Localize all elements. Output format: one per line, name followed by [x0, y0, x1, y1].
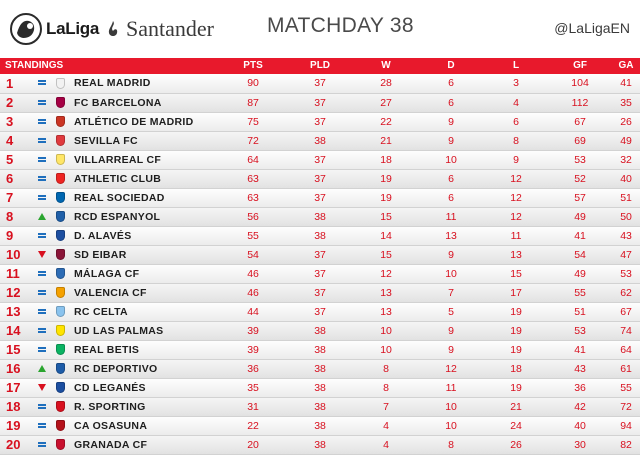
athletic-club-crest-icon: [56, 173, 65, 184]
position: 20: [0, 435, 38, 454]
table-row: [0, 264, 640, 283]
alaves-crest-icon: [56, 230, 65, 241]
points: 39: [220, 321, 286, 340]
team-name: RCD ESPANYOL: [74, 207, 220, 226]
team-name: MÁLAGA CF: [74, 264, 220, 283]
position: 14: [0, 321, 38, 340]
table-row: [0, 283, 640, 302]
header: [0, 0, 640, 58]
matchday-title: MATCHDAY 38: [267, 14, 414, 37]
draws: 6: [418, 188, 484, 207]
brand-santander: Santander: [126, 16, 214, 41]
table-row: [0, 112, 640, 131]
table-header-row: [0, 58, 640, 74]
points: 31: [220, 397, 286, 416]
trend-same-icon: [38, 175, 46, 182]
draws: 6: [418, 169, 484, 188]
brand-laliga: LaLiga: [46, 19, 99, 38]
wins: 27: [354, 93, 418, 112]
position: 16: [0, 359, 38, 378]
team-name: REAL SOCIEDAD: [74, 188, 220, 207]
trend-down-icon: [38, 384, 46, 391]
goals-against: 82: [612, 435, 640, 454]
points: 63: [220, 188, 286, 207]
trend-same-icon: [38, 156, 46, 163]
trend-same-icon: [38, 308, 46, 315]
table-row: [0, 131, 640, 150]
losses: 3: [484, 74, 548, 93]
team-name: RC CELTA: [74, 302, 220, 321]
played: 38: [286, 397, 354, 416]
table-row: [0, 340, 640, 359]
position: 19: [0, 416, 38, 435]
team-name: UD LAS PALMAS: [74, 321, 220, 340]
table-row: [0, 169, 640, 188]
points: 35: [220, 378, 286, 397]
goals-for: 49: [548, 207, 612, 226]
played: 37: [286, 302, 354, 321]
played: 37: [286, 112, 354, 131]
atletico-madrid-crest-icon: [56, 116, 65, 127]
goals-against: 32: [612, 150, 640, 169]
points: 44: [220, 302, 286, 321]
team-name: ATLÉTICO DE MADRID: [74, 112, 220, 131]
position: 2: [0, 93, 38, 112]
team-name: VILLARREAL CF: [74, 150, 220, 169]
goals-against: 49: [612, 131, 640, 150]
goals-against: 61: [612, 359, 640, 378]
position: 4: [0, 131, 38, 150]
points: 75: [220, 112, 286, 131]
goals-for: 69: [548, 131, 612, 150]
points: 87: [220, 93, 286, 112]
position: 1: [0, 74, 38, 93]
position: 17: [0, 378, 38, 397]
goals-for: 52: [548, 169, 612, 188]
wins: 19: [354, 188, 418, 207]
team-name: REAL MADRID: [74, 74, 220, 93]
table-row: [0, 226, 640, 245]
sevilla-crest-icon: [56, 135, 65, 146]
team-name: REAL BETIS: [74, 340, 220, 359]
goals-against: 40: [612, 169, 640, 188]
wins: 15: [354, 245, 418, 264]
standings-table: [0, 58, 640, 455]
twitter-handle: @LaLigaEN: [554, 20, 630, 36]
table-row: [0, 359, 640, 378]
losses: 13: [484, 245, 548, 264]
trend-same-icon: [38, 422, 46, 429]
celta-crest-icon: [56, 306, 65, 317]
goals-against: 64: [612, 340, 640, 359]
trend-same-icon: [38, 289, 46, 296]
goals-for: 67: [548, 112, 612, 131]
fc-barcelona-crest-icon: [56, 97, 65, 108]
draws: 13: [418, 226, 484, 245]
real-madrid-crest-icon: [56, 78, 65, 89]
draws: 9: [418, 321, 484, 340]
wins: 22: [354, 112, 418, 131]
goals-against: 51: [612, 188, 640, 207]
trend-same-icon: [38, 403, 46, 410]
played: 37: [286, 283, 354, 302]
position: 15: [0, 340, 38, 359]
points: 46: [220, 264, 286, 283]
team-name: ATHLETIC CLUB: [74, 169, 220, 188]
trend-same-icon: [38, 99, 46, 106]
goals-against: 50: [612, 207, 640, 226]
wins: 18: [354, 150, 418, 169]
draws: 10: [418, 150, 484, 169]
played: 38: [286, 416, 354, 435]
goals-against: 47: [612, 245, 640, 264]
wins: 4: [354, 416, 418, 435]
trend-up-icon: [38, 213, 46, 220]
wins: 8: [354, 378, 418, 397]
trend-same-icon: [38, 118, 46, 125]
team-name: GRANADA CF: [74, 435, 220, 454]
header-d: D: [447, 60, 455, 71]
team-name: SEVILLA FC: [74, 131, 220, 150]
position: 13: [0, 302, 38, 321]
played: 38: [286, 340, 354, 359]
table-row: [0, 74, 640, 93]
points: 56: [220, 207, 286, 226]
goals-for: 51: [548, 302, 612, 321]
team-name: FC BARCELONA: [74, 93, 220, 112]
points: 55: [220, 226, 286, 245]
position: 9: [0, 226, 38, 245]
header-l: L: [512, 60, 520, 71]
points: 20: [220, 435, 286, 454]
wins: 10: [354, 321, 418, 340]
leganes-crest-icon: [56, 382, 65, 393]
played: 37: [286, 188, 354, 207]
trend-same-icon: [38, 79, 46, 86]
sporting-crest-icon: [56, 401, 65, 412]
eibar-crest-icon: [56, 249, 65, 260]
played: 38: [286, 378, 354, 397]
draws: 10: [418, 264, 484, 283]
real-betis-crest-icon: [56, 344, 65, 355]
header-w: W: [381, 60, 391, 71]
header-ga: GA: [618, 60, 634, 71]
goals-for: 42: [548, 397, 612, 416]
goals-for: 104: [548, 74, 612, 93]
goals-against: 55: [612, 378, 640, 397]
header-standings: STANDINGS: [5, 60, 64, 71]
draws: 9: [418, 131, 484, 150]
losses: 12: [484, 169, 548, 188]
wins: 4: [354, 435, 418, 454]
goals-against: 53: [612, 264, 640, 283]
played: 37: [286, 245, 354, 264]
trend-same-icon: [38, 270, 46, 277]
espanyol-crest-icon: [56, 211, 65, 222]
wins: 8: [354, 359, 418, 378]
trend-same-icon: [38, 327, 46, 334]
draws: 10: [418, 397, 484, 416]
points: 54: [220, 245, 286, 264]
position: 5: [0, 150, 38, 169]
wins: 13: [354, 302, 418, 321]
table-row: [0, 207, 640, 226]
losses: 26: [484, 435, 548, 454]
wins: 13: [354, 283, 418, 302]
table-row: [0, 245, 640, 264]
laliga-logo-icon: [10, 13, 42, 45]
goals-for: 49: [548, 264, 612, 283]
granada-crest-icon: [56, 439, 65, 450]
team-name: RC DEPORTIVO: [74, 359, 220, 378]
position: 11: [0, 264, 38, 283]
trend-same-icon: [38, 194, 46, 201]
table-row: [0, 321, 640, 340]
goals-for: 41: [548, 340, 612, 359]
played: 37: [286, 93, 354, 112]
table-row: [0, 188, 640, 207]
team-name: VALENCIA CF: [74, 283, 220, 302]
position: 3: [0, 112, 38, 131]
wins: 7: [354, 397, 418, 416]
table-row: [0, 435, 640, 454]
draws: 6: [418, 93, 484, 112]
wins: 15: [354, 207, 418, 226]
played: 37: [286, 150, 354, 169]
played: 38: [286, 131, 354, 150]
losses: 12: [484, 188, 548, 207]
team-name: D. ALAVÉS: [74, 226, 220, 245]
points: 72: [220, 131, 286, 150]
losses: 18: [484, 359, 548, 378]
losses: 11: [484, 226, 548, 245]
played: 38: [286, 207, 354, 226]
draws: 9: [418, 245, 484, 264]
wins: 21: [354, 131, 418, 150]
draws: 12: [418, 359, 484, 378]
losses: 19: [484, 302, 548, 321]
laliga-santander-logo: [10, 11, 214, 47]
real-sociedad-crest-icon: [56, 192, 65, 203]
trend-same-icon: [38, 232, 46, 239]
points: 39: [220, 340, 286, 359]
draws: 9: [418, 340, 484, 359]
draws: 9: [418, 112, 484, 131]
losses: 12: [484, 207, 548, 226]
goals-for: 57: [548, 188, 612, 207]
draws: 7: [418, 283, 484, 302]
draws: 5: [418, 302, 484, 321]
losses: 21: [484, 397, 548, 416]
goals-for: 36: [548, 378, 612, 397]
goals-for: 43: [548, 359, 612, 378]
draws: 10: [418, 416, 484, 435]
wins: 28: [354, 74, 418, 93]
draws: 6: [418, 74, 484, 93]
malaga-crest-icon: [56, 268, 65, 279]
table-row: [0, 93, 640, 112]
team-name: CA OSASUNA: [74, 416, 220, 435]
position: 12: [0, 283, 38, 302]
played: 38: [286, 226, 354, 245]
played: 38: [286, 359, 354, 378]
losses: 15: [484, 264, 548, 283]
trend-down-icon: [38, 251, 46, 258]
goals-for: 41: [548, 226, 612, 245]
losses: 4: [484, 93, 548, 112]
goals-against: 94: [612, 416, 640, 435]
wins: 14: [354, 226, 418, 245]
goals-for: 30: [548, 435, 612, 454]
position: 18: [0, 397, 38, 416]
header-pts: PTS: [243, 60, 263, 71]
goals-for: 53: [548, 321, 612, 340]
table-row: [0, 397, 640, 416]
losses: 19: [484, 321, 548, 340]
played: 37: [286, 74, 354, 93]
goals-for: 40: [548, 416, 612, 435]
las-palmas-crest-icon: [56, 325, 65, 336]
wins: 19: [354, 169, 418, 188]
trend-up-icon: [38, 365, 46, 372]
trend-same-icon: [38, 441, 46, 448]
losses: 19: [484, 340, 548, 359]
table-row: [0, 302, 640, 321]
played: 37: [286, 264, 354, 283]
losses: 9: [484, 150, 548, 169]
team-name: SD EIBAR: [74, 245, 220, 264]
position: 8: [0, 207, 38, 226]
losses: 24: [484, 416, 548, 435]
goals-against: 72: [612, 397, 640, 416]
draws: 8: [418, 435, 484, 454]
trend-same-icon: [38, 137, 46, 144]
losses: 6: [484, 112, 548, 131]
points: 36: [220, 359, 286, 378]
points: 22: [220, 416, 286, 435]
played: 37: [286, 169, 354, 188]
played: 38: [286, 435, 354, 454]
played: 38: [286, 321, 354, 340]
goals-against: 74: [612, 321, 640, 340]
losses: 8: [484, 131, 548, 150]
points: 64: [220, 150, 286, 169]
wins: 12: [354, 264, 418, 283]
goals-against: 67: [612, 302, 640, 321]
losses: 19: [484, 378, 548, 397]
points: 63: [220, 169, 286, 188]
team-name: R. SPORTING: [74, 397, 220, 416]
santander-flame-icon: [105, 20, 121, 38]
team-name: CD LEGANÉS: [74, 378, 220, 397]
trend-same-icon: [38, 346, 46, 353]
goals-for: 112: [548, 93, 612, 112]
goals-against: 62: [612, 283, 640, 302]
position: 6: [0, 169, 38, 188]
header-pld: PLD: [310, 60, 331, 71]
table-row: [0, 150, 640, 169]
points: 90: [220, 74, 286, 93]
goals-for: 55: [548, 283, 612, 302]
osasuna-crest-icon: [56, 420, 65, 431]
villarreal-crest-icon: [56, 154, 65, 165]
deportivo-crest-icon: [56, 363, 65, 374]
wins: 10: [354, 340, 418, 359]
goals-against: 26: [612, 112, 640, 131]
position: 7: [0, 188, 38, 207]
table-row: [0, 378, 640, 397]
goals-against: 41: [612, 74, 640, 93]
position: 10: [0, 245, 38, 264]
header-gf: GF: [573, 60, 587, 71]
valencia-crest-icon: [56, 287, 65, 298]
draws: 11: [418, 207, 484, 226]
table-row: [0, 416, 640, 435]
goals-against: 43: [612, 226, 640, 245]
goals-for: 53: [548, 150, 612, 169]
losses: 17: [484, 283, 548, 302]
draws: 11: [418, 378, 484, 397]
goals-for: 54: [548, 245, 612, 264]
points: 46: [220, 283, 286, 302]
goals-against: 35: [612, 93, 640, 112]
